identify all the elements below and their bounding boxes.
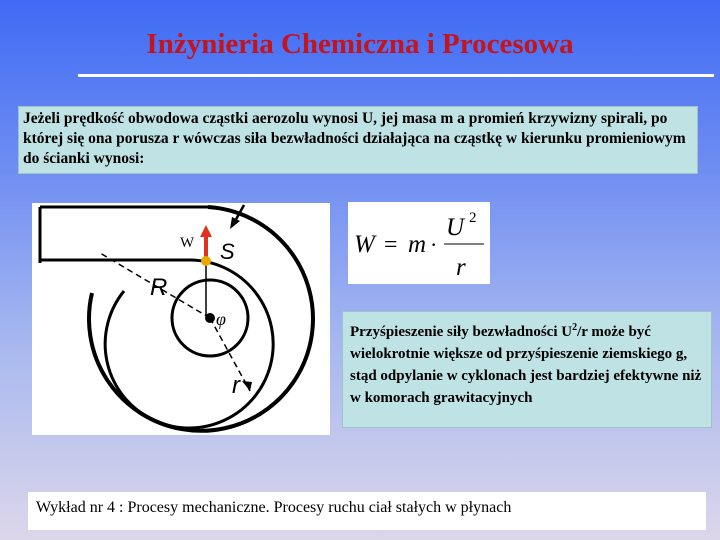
formula-numerator: U: [446, 214, 465, 241]
aerosol-particle: [201, 256, 211, 266]
note-part1: Przyśpieszenie siły bezwładności U: [350, 324, 573, 340]
formula-exponent: 2: [469, 210, 477, 226]
intro-text-box: Jeżeli prędkość obwodowa cząstki aerozolu wynosi U, jej masa m a promień krzywizny spirali, po której się ona porusza r wówczas siła bezwładności działająca na cząstkę w kierunku promieniowym do ścianki wynosi:: [18, 106, 698, 174]
formula-drawing: [348, 202, 490, 284]
formula-denominator: r: [456, 254, 466, 281]
lecture-footer: Wykład nr 4 : Procesy mechaniczne. Procesy ruchu ciał stałych w płynach: [28, 492, 706, 530]
note-part2: /r może być wielokrotnie większe od przyśpieszenie ziemskiego g, stąd odpylanie w cyklonach jest bardziej efektywne niż w komorach grawitacyjnych: [350, 324, 702, 406]
formula-equals: =: [384, 232, 398, 258]
formula-lhs: W: [354, 231, 375, 258]
cyclone-diagram: [32, 203, 330, 435]
note-superscript: 2: [572, 322, 578, 333]
slide-title: Inżynieria Chemiczna i Procesowa: [146, 28, 574, 60]
label-w: W: [180, 235, 195, 251]
label-r-big: R: [150, 274, 168, 301]
label-phi: φ: [216, 309, 226, 329]
title-underline: [78, 74, 714, 77]
inertia-arrow-head: [200, 225, 212, 237]
cyclone-drawing: [32, 203, 330, 435]
inertia-force-formula: [348, 202, 490, 284]
formula-mass: m: [408, 231, 427, 258]
acceleration-note: [342, 311, 712, 428]
formula-dot: ·: [430, 232, 438, 257]
label-s: S: [220, 239, 235, 264]
label-r-small: r: [232, 372, 240, 399]
